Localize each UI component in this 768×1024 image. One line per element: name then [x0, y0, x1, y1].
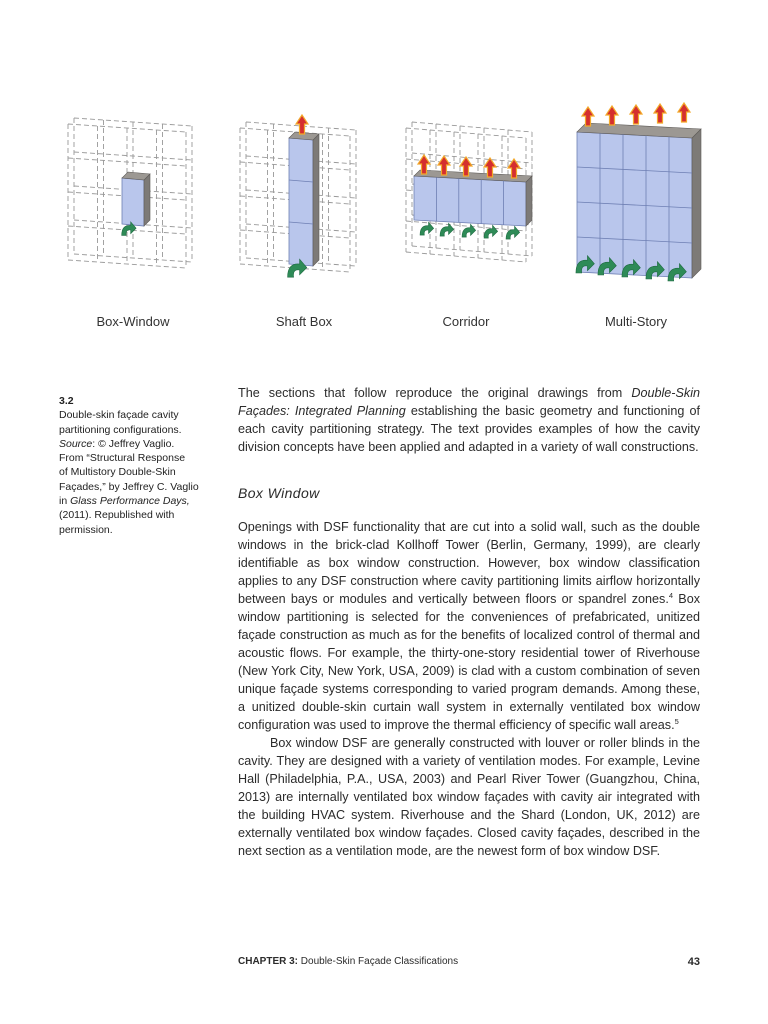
- glass-box-window-front: [122, 178, 144, 226]
- exhaust-multi-3-shape: [654, 104, 666, 123]
- intake-arrow-icon: [440, 223, 454, 236]
- glass-box-window-side: [144, 174, 150, 226]
- intake-corridor-0-shape: [420, 222, 434, 235]
- caption-line-4: From “Structural Response: [59, 452, 186, 465]
- caption-line-8: (2011). Republished with: [59, 509, 175, 522]
- para1-part-1: Openings with DSF functionality that are cut into a solid wall, such as the double windows in the brick-clad Kollhoff Tower (Berlin, Germany, 1999), are clearly identifiable as box window construction. However, box window classification applies to any DSF construction where cavity partitioning limits airflow horizontally between bays or modules and vertically between floors or spandrel zones.: [238, 520, 700, 606]
- footnote-ref-5: 5: [674, 716, 679, 726]
- intro-part-1: The sections that follow reproduce the original drawings from: [238, 386, 632, 400]
- exhaust-arrow-icon: [606, 106, 618, 125]
- intake-corridor-1-shape: [440, 223, 454, 236]
- grid-box-window-hline: [74, 254, 192, 262]
- label-shaft-box: Shaft Box: [275, 314, 333, 329]
- body-paragraph-2: Box window DSF are generally constructed with louver or roller blinds in the cavity. They are designed with a variety of ventilation modes. For example, Levine Hall (Philadelphia, P.A., USA, 2003) and Pearl River Tower (Guangzhou, China, 2013) are internally ventilated box window façades with cavity air integrated with the building HVAC system. Riverhouse and the Shard (London, UK, 2012) are externally ventilated box window façades. Closed cavity façades, described in the next section as a ventilation mode, are the newest form of box window DSF.: [238, 736, 700, 858]
- label-corridor: Corridor: [442, 314, 490, 329]
- figure-cavity-partitioning: [0, 0, 768, 350]
- caption-line-7: [59, 494, 224, 508]
- caption-source-label: Source: [59, 437, 93, 450]
- page-number: 43: [687, 956, 700, 968]
- exhaust-multi-2-shape: [630, 105, 642, 124]
- caption-number: 3.2: [59, 395, 74, 407]
- caption-source-rest: : © Jeffrey Vaglio.: [92, 437, 175, 450]
- caption-line-9: permission.: [59, 523, 113, 536]
- figure-drawings: [0, 0, 768, 350]
- para1-part-2: Box window partitioning is selected for the conveniences of prefabricated, unitized façade construction as much as for the benefits of localized control of thermal and acoustic flows. For example, the thirty-one-story residential tower of Riverhouse (New York City, New York, USA, 2009) is clad with a custom combination of seven unique façade systems corresponding to varied program demands. Among these, a unitized double-skin curtain wall system in externally ventilated box window configuration was used to improve the thermal efficiency of specific wall areas.: [238, 592, 700, 732]
- caption-line-2: partitioning configurations.: [59, 423, 182, 436]
- glass-corridor-side: [526, 176, 532, 226]
- exhaust-arrow-icon: [654, 104, 666, 123]
- page-footer: [238, 956, 700, 967]
- body-paragraph-1: [238, 518, 700, 734]
- glass-corridor-front: [414, 176, 526, 226]
- main-text: [238, 384, 700, 860]
- caption-line-7-pre: in: [59, 495, 71, 508]
- exhaust-arrow-icon: [678, 103, 690, 122]
- glass-shaft-box-front: [289, 138, 313, 266]
- label-multi-story: Multi-Story: [604, 314, 668, 329]
- label-box-window: Box-Window: [96, 314, 170, 329]
- intro-part-2: establishing the basic geometry and functioning of each cavity partitioning strategy. The text provides examples of how the cavity division concepts have been applied and adapted in a variety of wall constructions.: [238, 404, 700, 454]
- footer-chapter: CHAPTER 3:: [238, 956, 299, 967]
- caption-line-1: Double-skin façade cavity: [59, 409, 179, 422]
- glass-multi-story-side: [692, 129, 701, 278]
- intro-paragraph: [238, 384, 700, 456]
- exhaust-multi-4-shape: [678, 103, 690, 122]
- exhaust-arrow-icon: [296, 115, 308, 134]
- intro-book-title: Double-Skin Façades: Integrated Planning: [238, 386, 700, 418]
- footer-title: Double-Skin Façade Classifications: [298, 956, 459, 967]
- figure-caption: [59, 394, 224, 537]
- caption-line-5: of Multistory Double-Skin: [59, 466, 176, 479]
- exhaust-shaft-box-shape: [296, 115, 308, 134]
- grid-box-window-hline: [68, 260, 186, 268]
- glass-shaft-box-side: [313, 134, 319, 266]
- caption-line-7-em: Glass Performance Days,: [70, 495, 190, 508]
- footnote-ref-4: 4: [668, 590, 674, 600]
- intake-arrow-icon: [420, 222, 434, 235]
- caption-line-6: Façades,” by Jeffrey C. Vaglio: [59, 480, 199, 493]
- section-heading: Box Window: [238, 485, 320, 501]
- caption-line-3: [59, 437, 224, 451]
- exhaust-arrow-icon: [630, 105, 642, 124]
- exhaust-multi-1-shape: [606, 106, 618, 125]
